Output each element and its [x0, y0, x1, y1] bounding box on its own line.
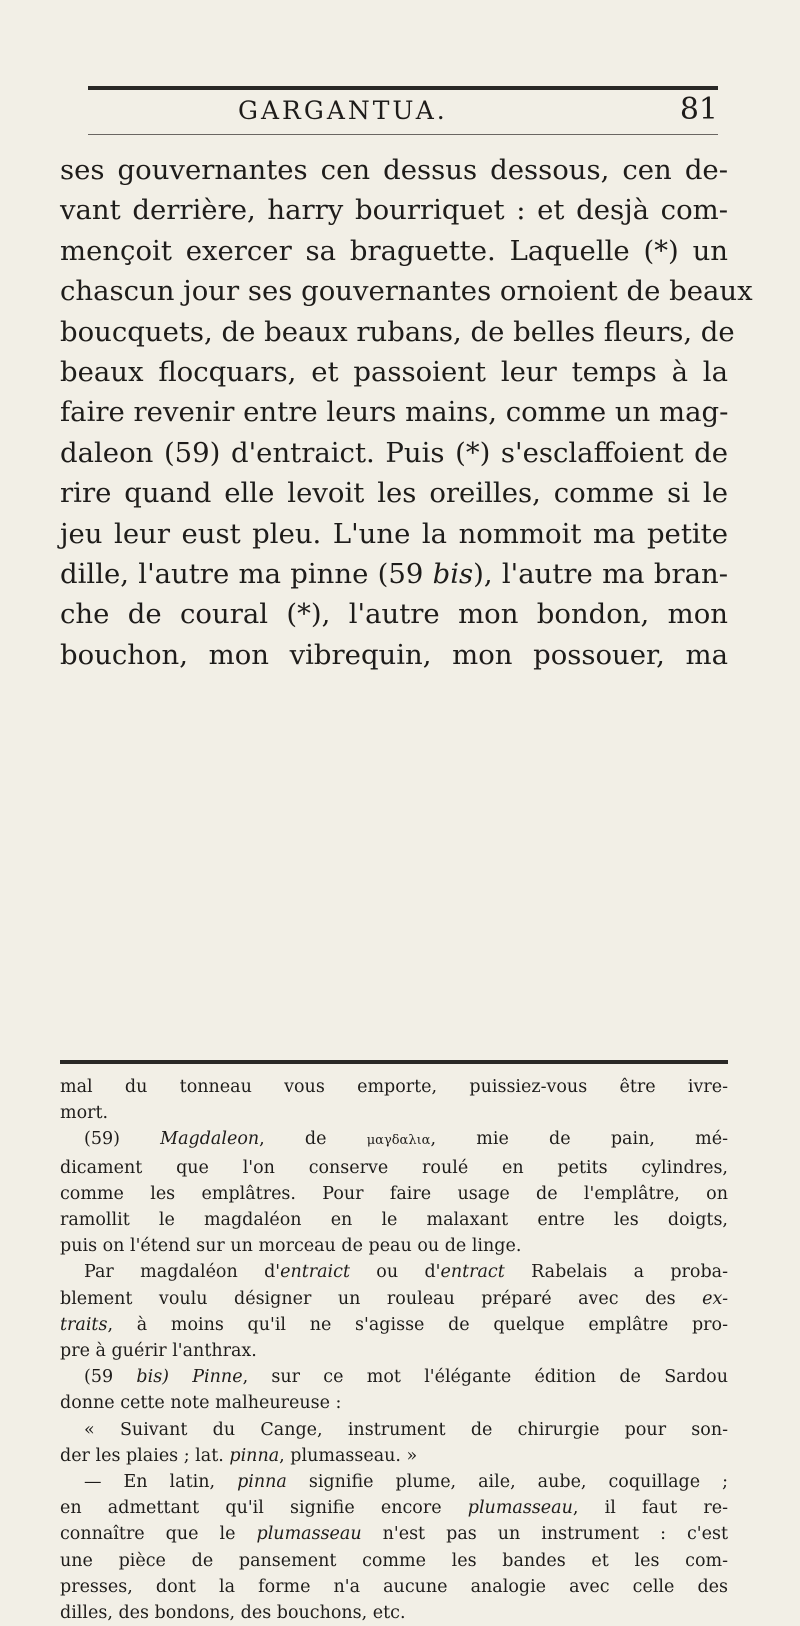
note-line — [60, 1259, 728, 1285]
note-line — [60, 1495, 728, 1521]
italic-term: ex- — [702, 1288, 728, 1309]
note-line — [60, 1286, 728, 1312]
text-line — [60, 554, 728, 594]
text-segment: , mie de pain, mé- — [430, 1129, 728, 1150]
text-line: daleon (59) d'entraict. Puis (*) s'esclaffoient de — [60, 436, 728, 469]
page-number: 81 — [679, 92, 718, 127]
note-term: bis) Pinne — [136, 1367, 243, 1388]
running-title: GARGANTUA. — [238, 96, 448, 125]
greek-word: μαγδαλια — [366, 1133, 431, 1149]
text-segment: ), l'autre ma bran- — [473, 558, 728, 591]
text-segment: n'est pas un instrument : c'est — [361, 1524, 728, 1545]
note-line — [60, 1443, 728, 1469]
footnotes — [60, 1074, 728, 1626]
italic-term: entract — [440, 1262, 505, 1283]
text-segment: der les plaies ; lat. — [60, 1445, 230, 1466]
text-segment: blement voulu désigner un rouleau préparé avec des — [60, 1288, 703, 1309]
text-segment: , il faut re- — [572, 1498, 729, 1519]
note-59-heading — [60, 1126, 728, 1154]
note-line: dilles, des bondons, des bouchons, etc. — [60, 1603, 406, 1624]
note-line: presses, dont la forme n'a aucune analogie avec celle des — [60, 1576, 728, 1597]
main-text — [60, 150, 753, 675]
italic-term: traits — [60, 1314, 108, 1335]
text-line: mençoit exercer sa braguette. Laquelle (*) un — [60, 234, 728, 267]
text-line: chascun jour ses gouvernantes ornoient de beaux — [60, 275, 753, 308]
text-line: faire revenir entre leurs mains, comme un mag- — [60, 396, 729, 429]
note-line: pre à guérir l'anthrax. — [60, 1341, 257, 1362]
text-line: che de coural (*), l'autre mon bondon, mon — [60, 598, 728, 631]
top-rule — [88, 86, 718, 90]
text-line: ses gouvernantes cen dessus dessous, cen de- — [60, 154, 728, 186]
text-segment: , à moins qu'il ne s'agisse de quelque emplâtre pro- — [107, 1314, 728, 1335]
italic-term: pinna — [237, 1472, 287, 1493]
note-number: (59 — [84, 1367, 137, 1388]
text-segment: , sur ce mot l'élégante édition de Sardou — [242, 1367, 728, 1388]
header-rule — [88, 134, 718, 135]
note-line — [60, 1469, 728, 1495]
italic-term: bis — [432, 558, 474, 591]
note-line: puis on l'étend sur un morceau de peau ou de linge. — [60, 1236, 522, 1257]
text-segment: Rabelais a proba- — [504, 1262, 729, 1283]
text-segment: , de — [259, 1129, 367, 1150]
text-segment: connaître que le — [60, 1524, 257, 1545]
note-59bis-heading — [60, 1364, 728, 1390]
italic-term: plumasseau — [256, 1524, 362, 1545]
note-line: mort. — [60, 1103, 109, 1124]
note-line: comme les emplâtres. Pour faire usage de l'emplâtre, on — [60, 1183, 728, 1204]
note-line: une pièce de pansement comme les bandes et les com- — [60, 1550, 728, 1571]
italic-term: plumasseau — [467, 1498, 573, 1519]
note-line — [60, 1312, 728, 1338]
note-line: ramollit le magdaléon en le malaxant entre les doigts, — [60, 1210, 728, 1231]
text-line: vant derrière, harry bourriquet : et desjà com- — [60, 194, 728, 227]
note-number: (59) — [84, 1129, 161, 1150]
text-line: boucquets, de beaux rubans, de belles fleurs, de — [60, 315, 735, 348]
text-line: beaux flocquars, et passoient leur temps à la — [60, 356, 728, 389]
text-line: jeu leur eust pleu. L'une la nommoit ma petite — [60, 517, 728, 550]
italic-term: pinna — [229, 1445, 280, 1466]
text-segment: — En latin, — [84, 1472, 238, 1493]
text-segment: Par magdaléon d' — [84, 1262, 281, 1283]
note-line: mal du tonneau vous emporte, puissiez-vous être ivre- — [60, 1077, 728, 1097]
note-line: donne cette note malheureuse : — [60, 1393, 342, 1414]
page-header — [88, 92, 718, 134]
note-line: « Suivant du Cange, instrument de chirurgie pour son- — [84, 1419, 728, 1440]
text-line: bouchon, mon vibrequin, mon possouer, ma — [60, 638, 728, 671]
note-line — [60, 1521, 728, 1547]
note-line: dicament que l'on conserve roulé en petits cylindres, — [60, 1157, 728, 1178]
footnote-rule — [60, 1060, 728, 1064]
text-segment: dille, l'autre ma pinne (59 — [60, 558, 433, 591]
note-term: Magdaleon — [160, 1129, 260, 1150]
text-segment: en admettant qu'il signifie encore — [60, 1498, 468, 1519]
italic-term: entraict — [280, 1262, 350, 1283]
text-line: rire quand elle levoit les oreilles, comme si le — [60, 477, 728, 510]
text-segment: , plumasseau. » — [279, 1445, 418, 1466]
text-segment: ou d' — [349, 1262, 441, 1283]
text-segment: signifie plume, aile, aube, coquillage ; — [286, 1472, 728, 1493]
